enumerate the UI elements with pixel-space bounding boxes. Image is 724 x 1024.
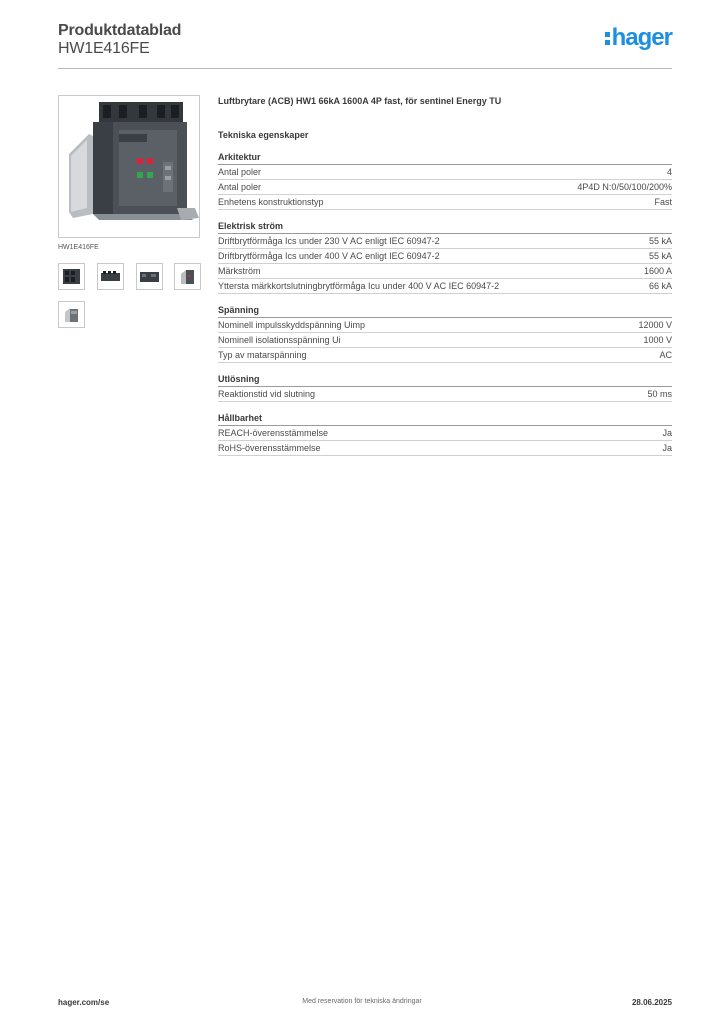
spec-label: Antal poler — [218, 182, 262, 192]
document-title: Produktdatablad — [58, 22, 182, 39]
spec-row — [218, 180, 672, 195]
spec-row — [218, 426, 672, 441]
logo-dots-icon — [605, 26, 610, 44]
spec-group — [218, 373, 672, 402]
spec-group-title: Utlösning — [218, 373, 672, 387]
spec-group-title: Arkitektur — [218, 151, 672, 165]
spec-group-title: Hållbarhet — [218, 412, 672, 426]
thumbnail-side-view[interactable] — [97, 263, 124, 290]
spec-value: 55 kA — [648, 251, 672, 261]
spec-row — [218, 165, 672, 180]
spec-label: Enhetens konstruktionstyp — [218, 197, 324, 207]
image-caption: HW1E416FE — [58, 244, 99, 251]
spec-row — [218, 348, 672, 363]
breaker-top-icon — [137, 264, 162, 289]
spec-value: 50 ms — [647, 389, 672, 399]
spec-group — [218, 220, 672, 294]
spec-group — [218, 304, 672, 363]
spec-value: 1000 V — [643, 335, 672, 345]
spec-row — [218, 234, 672, 249]
spec-row — [218, 249, 672, 264]
spec-value: AC — [659, 350, 672, 360]
spec-row — [218, 441, 672, 456]
product-title: Luftbrytare (ACB) HW1 66kA 1600A 4P fast, för sentinel Energy TU — [218, 96, 502, 106]
spec-label: REACH-överensstämmelse — [218, 428, 329, 438]
breaker-front-icon — [59, 264, 84, 289]
air-circuit-breaker-icon — [59, 96, 199, 237]
spec-label: Nominell isolationsspänning Ui — [218, 335, 341, 345]
spec-group — [218, 412, 672, 456]
product-code: HW1E416FE — [58, 40, 150, 57]
spec-row — [218, 195, 672, 210]
logo-text: hager — [611, 24, 672, 51]
thumbnail-top-view[interactable] — [136, 263, 163, 290]
spec-row — [218, 387, 672, 402]
spec-group-title: Spänning — [218, 304, 672, 318]
page-header — [58, 20, 672, 68]
footer-date: 28.06.2025 — [631, 998, 672, 1007]
spec-label: Typ av matarspänning — [218, 350, 307, 360]
section-heading: Tekniska egenskaper — [218, 130, 309, 140]
thumbnail-front-view[interactable] — [58, 263, 85, 290]
breaker-accessory-icon — [175, 264, 200, 289]
spec-value: 4 — [666, 167, 672, 177]
spec-label: Nominell impulsskyddspänning Uimp — [218, 320, 366, 330]
breaker-drawing-icon — [59, 302, 84, 327]
spec-label: Driftbrytförmåga Ics under 230 V AC enligt IEC 60947-2 — [218, 236, 440, 246]
spec-row — [218, 318, 672, 333]
product-main-image[interactable] — [58, 95, 200, 238]
spec-label: Reaktionstid vid slutning — [218, 389, 316, 399]
header-divider — [58, 68, 672, 69]
spec-value: 4P4D N:0/50/100/200% — [577, 182, 672, 192]
spec-label: Märkström — [218, 266, 261, 276]
hager-logo — [605, 26, 672, 50]
footer-disclaimer: Med reservation för tekniska ändringar — [302, 998, 422, 1005]
spec-value: Fast — [654, 197, 672, 207]
footer-website-link[interactable]: hager.com/se — [58, 998, 110, 1007]
spec-row — [218, 333, 672, 348]
spec-label: Driftbrytförmåga Ics under 400 V AC enligt IEC 60947-2 — [218, 251, 440, 261]
spec-group — [218, 151, 672, 210]
spec-value: 66 kA — [648, 281, 672, 291]
spec-value: Ja — [662, 428, 672, 438]
spec-value: 12000 V — [638, 320, 672, 330]
spec-value: 55 kA — [648, 236, 672, 246]
thumbnail-drawing-view[interactable] — [58, 301, 85, 328]
breaker-side-icon — [98, 264, 123, 289]
spec-value: Ja — [662, 443, 672, 453]
spec-row — [218, 264, 672, 279]
spec-label: Yttersta märkkortslutningbrytförmåga Icu under 400 V AC IEC 60947-2 — [218, 281, 500, 291]
spec-value: 1600 A — [643, 266, 672, 276]
technical-data — [218, 95, 672, 456]
spec-group-title: Elektrisk ström — [218, 220, 672, 234]
thumbnail-accessory-view[interactable] — [174, 263, 201, 290]
spec-label: RoHS-överensstämmelse — [218, 443, 321, 453]
spec-label: Antal poler — [218, 167, 262, 177]
spec-groups — [218, 151, 672, 456]
spec-row — [218, 279, 672, 294]
